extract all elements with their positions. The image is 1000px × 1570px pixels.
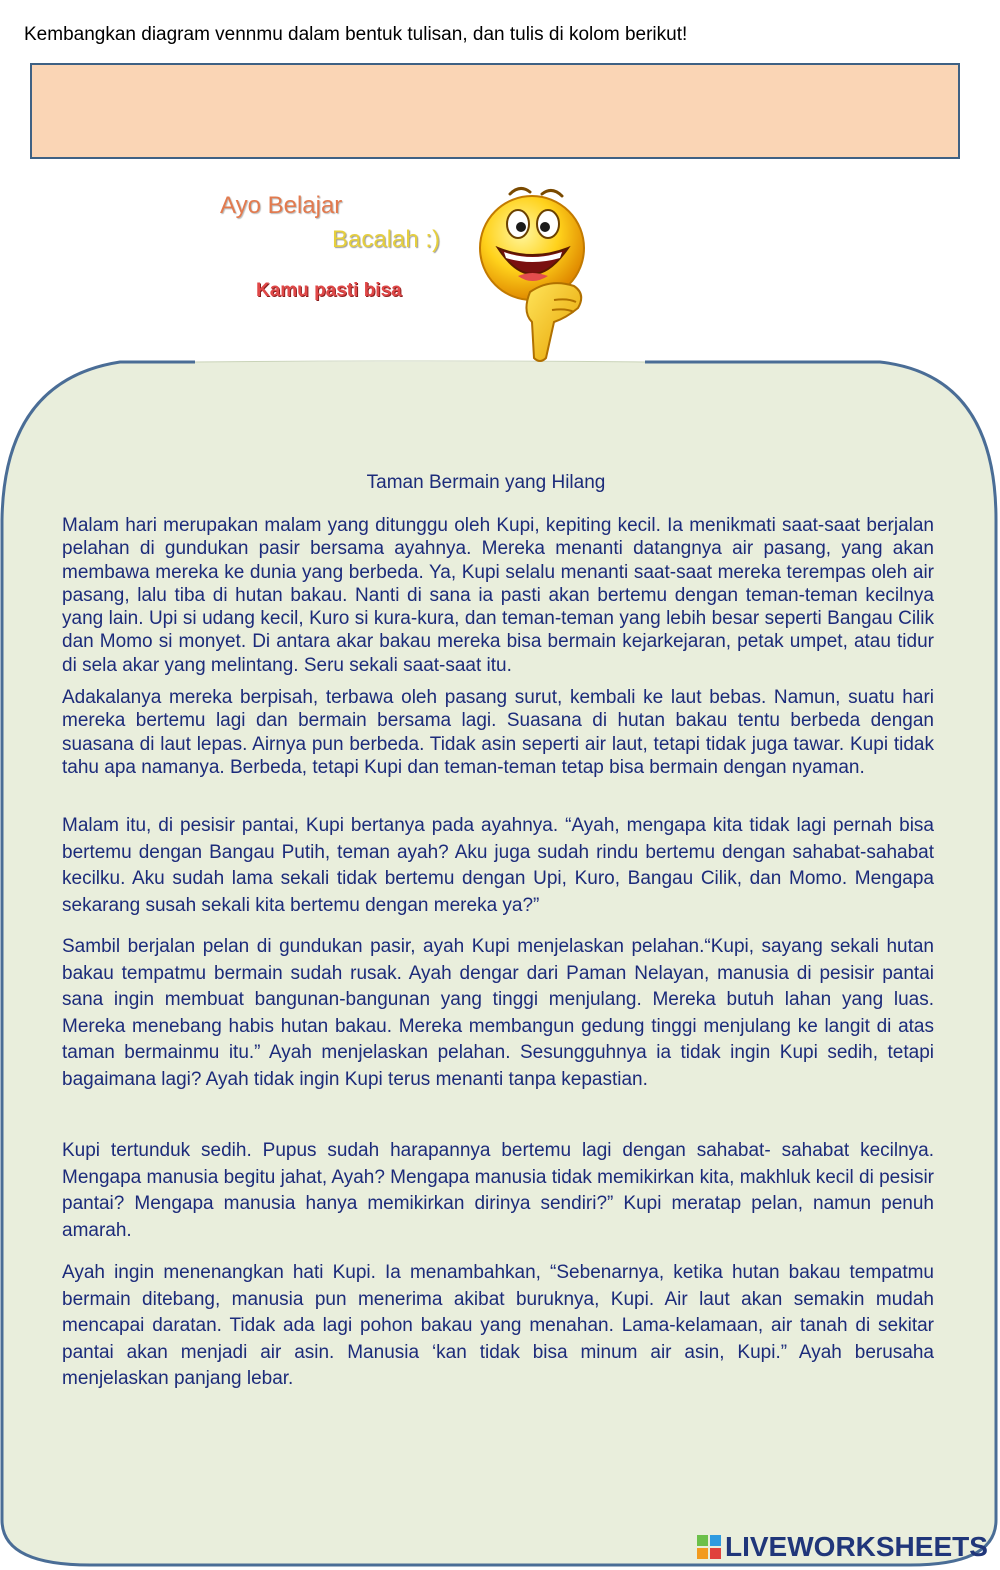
story-title: Taman Bermain yang Hilang [366, 472, 606, 493]
story-paragraph: Kupi tertunduk sedih. Pupus sudah harapannya bertemu lagi dengan sahabat- sahabat kecilnya. Mengapa manusia begitu jahat, Ayah? Mengapa manusia tidak memikirkan kita, makhluk kecil di pesisir pantai? Mengapa manusia hanya memikirkan dirinya sendiri?” Kupi meratap pelan, namun penuh amarah. [62, 1140, 934, 1241]
instruction-text: Kembangkan diagram vennmu dalam bentuk tulisan, dan tulis di kolom berikut! [24, 24, 688, 45]
smiley-pointing-icon [470, 182, 600, 364]
banner-bacalah: Bacalah :) [332, 226, 441, 253]
liveworksheets-text: LIVEWORKSHEETS [725, 1531, 988, 1562]
story-paragraph: Sambil berjalan pelan di gundukan pasir, ayah Kupi menjelaskan pelahan.“Kupi, sayang sekali hutan bakau tempatmu bermain sudah rusak. Ayah dengar dari Paman Nelayan, manusia di pesisir pantai sana ingin membuat bangunan-bangunan yang tinggi menjulang. Mereka butuh lahan yang luas. Mereka menebang habis hutan bakau. Mereka membangun gedung tinggi menjulang ke langit di atas taman bermainmu itu.” Ayah menjelaskan pelahan. Sesungguhnya ia tidak ingin Kupi sedih, tetapi bagaimana lagi? Ayah tidak ingin Kupi terus menanti tanpa kepastian. [62, 936, 934, 1090]
story-paragraph: Adakalanya mereka berpisah, terbawa oleh pasang surut, kembali ke laut bebas. Namun, suatu hari mereka bertemu lagi dan bermain bersama lagi. Suasana di hutan bakau tentu berbeda dengan suasana di laut lepas. Airnya pun berbeda. Tidak asin seperti air laut, tetapi tidak juga tawar. Kupi tidak tahu apa namanya. Berbeda, tetapi Kupi dan teman-teman tetap bisa bermain dengan nyaman. [62, 687, 934, 778]
story-paragraph: Malam hari merupakan malam yang ditunggu oleh Kupi, kepiting kecil. Ia menikmati saat-saat berjalan pelahan di gundukan pasir bersama ayahnya. Mereka menanti datangnya air pasang, yang akan membawa mereka ke dunia yang berbeda. Ya, Kupi selalu menanti saat-saat mereka terempas oleh air pasang, lalu tiba di hutan bakau. Nanti di sana ia pasti akan bertemu dengan teman-teman kecilnya yang lain. Upi si udang kecil, Kuro si kura-kura, dan teman-teman yang lebih besar seperti Bangau Cilik dan Momo si monyet. Di antara akar bakau mereka bisa bermain kejarkejaran, petak umpet, atau tidur di sela akar yang melintang. Seru sekali saat-saat itu. [62, 515, 934, 676]
liveworksheets-brand [697, 1532, 988, 1562]
banner-ayo-belajar: Ayo Belajar [220, 192, 343, 219]
banner-kamu-pasti-bisa: Kamu pasti bisa [256, 280, 402, 301]
story-paragraph: Malam itu, di pesisir pantai, Kupi bertanya pada ayahnya. “Ayah, mengapa kita tidak lagi pernah bisa bertemu dengan Bangau Putih, teman ayah? Aku juga sudah rindu bertemu dengan sahabat-sahabat kecilku. Aku sudah lama sekali tidak bertemu dengan Upi, Kuro, Bangau Cilik, dan Momo. Mengapa sekarang susah sekali kita bertemu dengan mereka ya?” [62, 815, 934, 916]
liveworksheets-logo-icon [697, 1535, 721, 1559]
story-paragraph: Ayah ingin menenangkan hati Kupi. Ia menambahkan, “Sebenarnya, ketika hutan bakau tempatmu bermain ditebang, manusia pun menerima akibat buruknya, Kupi. Air laut akan semakin mudah mencapai daratan. Tidak ada lagi pohon bakau yang menahan. Lama-kelamaan, air tanah di sekitar pantai akan menjadi air asin. Manusia ‘kan tidak bisa minum air asin, Kupi.” Ayah berusaha menjelaskan panjang lebar. [62, 1262, 934, 1390]
